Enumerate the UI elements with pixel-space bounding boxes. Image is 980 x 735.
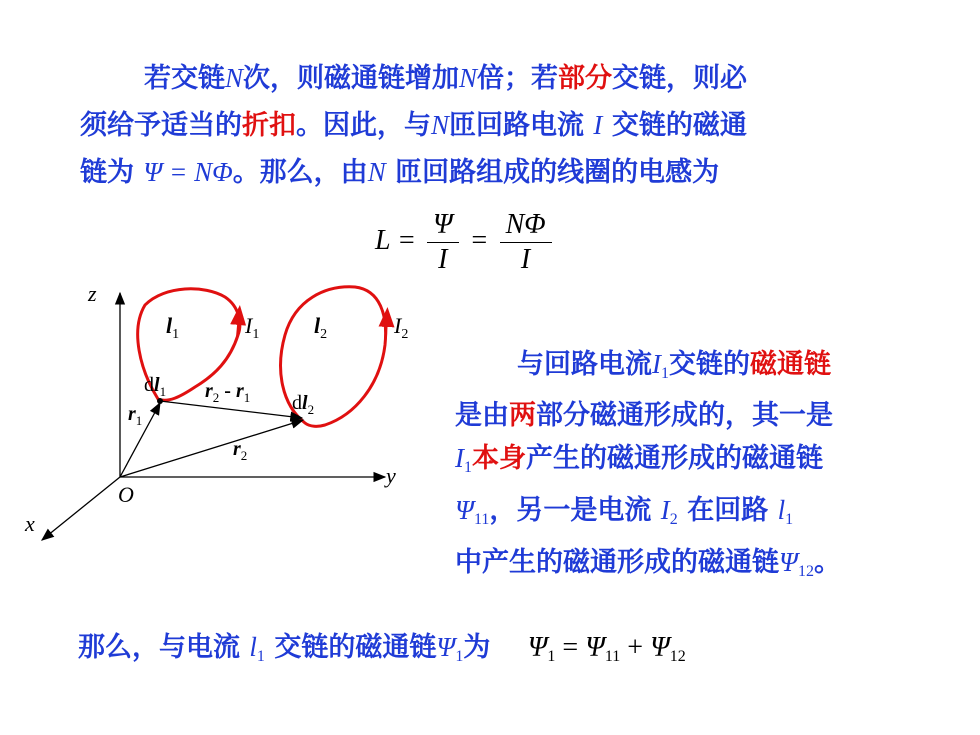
text-seg: 是由	[455, 400, 509, 431]
subscript: 1	[661, 365, 669, 382]
fraction-numerator: Ψ	[432, 209, 453, 240]
math-l: l	[249, 632, 257, 662]
math-I: I	[652, 349, 661, 379]
fraction-denominator: I	[438, 244, 448, 275]
inductance-formula	[375, 208, 556, 277]
vector-r2-minus-r1	[160, 401, 302, 418]
fraction-numerator: NΦ	[505, 209, 546, 240]
text-seg: 。	[813, 547, 841, 578]
r2-label: $r_2$	[233, 438, 248, 463]
total-flux-equation: $\Psi_1 = \Psi_{11} + \Psi_{12}$	[527, 632, 686, 665]
right-line-3	[455, 437, 955, 489]
text-seg: 匝回路组成的线圈的电感为	[395, 157, 720, 188]
fraction-psi-over-i	[427, 208, 459, 277]
subscript: 11	[473, 511, 490, 528]
math-psi-eq: Ψ = NΦ	[143, 157, 233, 187]
subscript: 12	[797, 563, 814, 580]
origin-label: O	[118, 482, 134, 507]
text-seg: 次，则磁通链增加	[243, 63, 460, 94]
dl2-label: $dl_2$	[292, 392, 315, 417]
highlight-discount: 折扣	[242, 110, 296, 141]
intro-paragraph	[62, 55, 922, 196]
right-line-2	[455, 395, 955, 437]
math-N: N	[459, 63, 478, 93]
highlight-self: 本身	[472, 443, 526, 474]
x-axis	[42, 477, 120, 540]
subscript: 1	[256, 648, 265, 665]
y-label: y	[386, 463, 396, 488]
right-paragraph	[455, 343, 955, 593]
text-seg: 那么，与电流	[78, 632, 240, 663]
text-seg: 匝回路电流	[449, 110, 585, 141]
loop-2-current-arrow	[386, 317, 387, 337]
current-I2-label: $I_2$	[394, 313, 409, 342]
subscript: 1	[464, 459, 472, 476]
text-seg: 交链的	[669, 349, 750, 380]
intro-line-3	[62, 149, 922, 196]
loops-diagram	[20, 275, 460, 555]
text-seg: 。因此，与	[296, 110, 431, 141]
dl1-label: $dl_1$	[144, 374, 167, 399]
math-N: N	[367, 157, 386, 187]
math-I: I	[593, 110, 603, 140]
text-seg: 链为	[80, 157, 134, 188]
math-l: l	[777, 495, 786, 525]
intro-line-2	[62, 102, 922, 149]
text-seg: ，另一是电流	[489, 495, 652, 526]
text-seg: 交链的磁通	[611, 110, 747, 141]
text-seg: 。那么，由	[232, 157, 368, 188]
text-seg: 交链的磁通链	[274, 632, 437, 663]
text-seg: 若交链	[144, 63, 225, 94]
text-seg: 为	[463, 632, 491, 663]
r2-minus-r1-label: $r_2 - r_1$	[205, 380, 251, 405]
highlight-partial: 部分	[558, 63, 613, 94]
math-I: I	[455, 443, 464, 473]
fraction-denominator: I	[520, 244, 531, 275]
formula-equals: =	[469, 224, 489, 256]
text-seg: 中产生的磁通形成的磁通链	[455, 547, 779, 578]
highlight-two: 两	[509, 400, 536, 431]
fraction-nphi-over-i	[500, 208, 552, 277]
text-seg: 产生的磁通形成的磁通链	[526, 443, 823, 474]
vector-r2	[120, 420, 303, 477]
text-seg: 交链，则必	[612, 63, 748, 94]
math-psi: Ψ	[436, 632, 456, 662]
loop-2-label: $l_2$	[314, 313, 328, 342]
text-seg: 倍；若	[477, 63, 559, 94]
bottom-equation-line	[78, 625, 686, 666]
math-I: I	[660, 495, 670, 525]
z-label: z	[88, 281, 97, 306]
highlight-flux-linkage: 磁通链	[750, 349, 831, 380]
text-seg: 须给予适当的	[80, 110, 242, 141]
text-seg: 部分磁通形成的，其一是	[536, 400, 833, 431]
text-seg: 与回路电流	[517, 349, 652, 380]
subscript: 2	[669, 511, 678, 528]
subscript: 1	[455, 648, 464, 665]
math-psi: Ψ	[455, 495, 474, 525]
x-label: x	[25, 511, 35, 536]
math-N: N	[225, 63, 244, 93]
right-line-5	[455, 541, 955, 593]
formula-lhs: L =	[375, 224, 416, 256]
text-seg: 在回路	[687, 495, 769, 526]
current-I1-label: $I_1$	[245, 313, 260, 342]
right-line-1	[455, 343, 955, 395]
math-N: N	[431, 110, 450, 140]
math-psi: Ψ	[779, 547, 798, 577]
right-line-4	[455, 489, 955, 541]
subscript: 1	[785, 511, 794, 528]
r1-label: $r_1$	[128, 403, 143, 428]
loop-1-label: $l_1$	[166, 313, 180, 342]
intro-line-1	[62, 55, 922, 102]
